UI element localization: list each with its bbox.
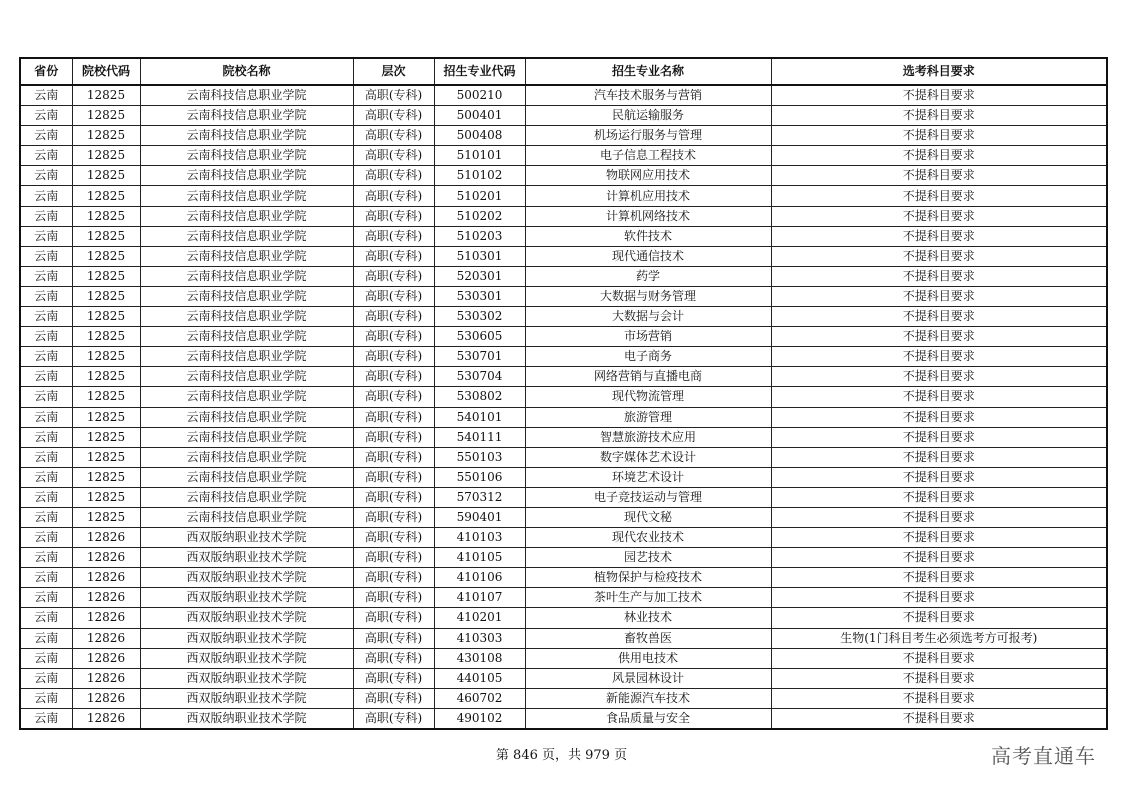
cell-school-name: 西双版纳职业技术学院 [140,648,353,668]
cell-school-name: 云南科技信息职业学院 [140,246,353,266]
cell-major-code: 410201 [434,608,525,628]
cell-school-code: 12826 [72,548,140,568]
cell-province: 云南 [20,327,72,347]
header-school-code: 院校代码 [72,58,140,85]
cell-school-name: 云南科技信息职业学院 [140,307,353,327]
cell-level: 高职(专科) [353,327,434,347]
cell-level: 高职(专科) [353,668,434,688]
cell-school-code: 12825 [72,126,140,146]
table-row [20,166,1107,186]
table-row [20,226,1107,246]
cell-major-code: 430108 [434,648,525,668]
cell-province: 云南 [20,106,72,126]
cell-level: 高职(专科) [353,528,434,548]
cell-major-name: 大数据与财务管理 [525,286,771,306]
cell-major-name: 网络营销与直播电商 [525,367,771,387]
cell-major-name: 汽车技术服务与营销 [525,85,771,106]
cell-school-name: 云南科技信息职业学院 [140,487,353,507]
cell-subject-requirement: 不提科目要求 [771,407,1107,427]
cell-major-code: 510202 [434,206,525,226]
cell-subject-requirement: 不提科目要求 [771,427,1107,447]
cell-province: 云南 [20,427,72,447]
cell-province: 云南 [20,648,72,668]
cell-subject-requirement: 不提科目要求 [771,367,1107,387]
header-subject-requirement: 选考科目要求 [771,58,1107,85]
cell-school-name: 云南科技信息职业学院 [140,447,353,467]
cell-level: 高职(专科) [353,85,434,106]
cell-major-name: 食品质量与安全 [525,708,771,729]
cell-school-code: 12825 [72,266,140,286]
table-row [20,246,1107,266]
table-row [20,307,1107,327]
table-row [20,126,1107,146]
cell-level: 高职(专科) [353,226,434,246]
cell-province: 云南 [20,166,72,186]
table-row [20,648,1107,668]
cell-major-code: 520301 [434,266,525,286]
cell-subject-requirement: 不提科目要求 [771,568,1107,588]
cell-major-code: 510301 [434,246,525,266]
cell-school-name: 云南科技信息职业学院 [140,367,353,387]
cell-school-code: 12826 [72,568,140,588]
cell-school-name: 云南科技信息职业学院 [140,146,353,166]
cell-level: 高职(专科) [353,467,434,487]
cell-major-code: 410106 [434,568,525,588]
table-row [20,427,1107,447]
table-row [20,608,1107,628]
cell-school-code: 12825 [72,507,140,527]
table-row [20,708,1107,729]
page-number: 第 846 页，共 979 页 [495,748,628,763]
table-row [20,186,1107,206]
cell-school-code: 12826 [72,688,140,708]
cell-major-name: 现代农业技术 [525,528,771,548]
cell-province: 云南 [20,266,72,286]
cell-level: 高职(专科) [353,688,434,708]
cell-school-code: 12825 [72,307,140,327]
cell-province: 云南 [20,246,72,266]
cell-school-code: 12825 [72,226,140,246]
cell-school-name: 西双版纳职业技术学院 [140,668,353,688]
cell-school-code: 12825 [72,367,140,387]
cell-school-name: 云南科技信息职业学院 [140,266,353,286]
cell-level: 高职(专科) [353,447,434,467]
cell-school-code: 12826 [72,588,140,608]
cell-school-code: 12825 [72,246,140,266]
cell-province: 云南 [20,528,72,548]
cell-major-code: 410107 [434,588,525,608]
cell-school-name: 云南科技信息职业学院 [140,286,353,306]
cell-major-code: 410105 [434,548,525,568]
cell-subject-requirement: 不提科目要求 [771,85,1107,106]
cell-school-code: 12825 [72,387,140,407]
cell-major-name: 供用电技术 [525,648,771,668]
table-row [20,528,1107,548]
cell-school-name: 云南科技信息职业学院 [140,106,353,126]
cell-province: 云南 [20,286,72,306]
cell-subject-requirement: 不提科目要求 [771,226,1107,246]
cell-subject-requirement: 不提科目要求 [771,126,1107,146]
cell-major-code: 570312 [434,487,525,507]
cell-subject-requirement: 不提科目要求 [771,206,1107,226]
cell-school-name: 云南科技信息职业学院 [140,327,353,347]
cell-school-name: 云南科技信息职业学院 [140,126,353,146]
cell-major-name: 现代文秘 [525,507,771,527]
cell-major-name: 林业技术 [525,608,771,628]
table-row [20,507,1107,527]
header-major-code: 招生专业代码 [434,58,525,85]
cell-major-code: 410303 [434,628,525,648]
cell-major-name: 电子竞技运动与管理 [525,487,771,507]
cell-school-name: 西双版纳职业技术学院 [140,568,353,588]
cell-school-name: 云南科技信息职业学院 [140,186,353,206]
table-row [20,206,1107,226]
cell-major-code: 440105 [434,668,525,688]
table-row [20,688,1107,708]
cell-level: 高职(专科) [353,487,434,507]
cell-school-name: 西双版纳职业技术学院 [140,688,353,708]
cell-major-code: 550103 [434,447,525,467]
cell-major-code: 510101 [434,146,525,166]
cell-level: 高职(专科) [353,146,434,166]
cell-school-name: 西双版纳职业技术学院 [140,628,353,648]
cell-subject-requirement: 不提科目要求 [771,307,1107,327]
cell-school-name: 云南科技信息职业学院 [140,166,353,186]
cell-province: 云南 [20,588,72,608]
table-row [20,568,1107,588]
cell-school-code: 12825 [72,487,140,507]
table-row [20,668,1107,688]
cell-province: 云南 [20,688,72,708]
cell-major-name: 畜牧兽医 [525,628,771,648]
cell-province: 云南 [20,548,72,568]
cell-school-code: 12825 [72,206,140,226]
cell-level: 高职(专科) [353,286,434,306]
cell-major-code: 510102 [434,166,525,186]
cell-province: 云南 [20,347,72,367]
cell-subject-requirement: 不提科目要求 [771,668,1107,688]
cell-level: 高职(专科) [353,347,434,367]
cell-province: 云南 [20,507,72,527]
cell-school-name: 云南科技信息职业学院 [140,226,353,246]
cell-major-name: 茶叶生产与加工技术 [525,588,771,608]
cell-level: 高职(专科) [353,387,434,407]
cell-major-code: 500210 [434,85,525,106]
header-major-name: 招生专业名称 [525,58,771,85]
cell-school-code: 12826 [72,608,140,628]
cell-school-name: 西双版纳职业技术学院 [140,608,353,628]
cell-school-name: 云南科技信息职业学院 [140,387,353,407]
cell-province: 云南 [20,668,72,688]
cell-level: 高职(专科) [353,628,434,648]
cell-major-code: 500401 [434,106,525,126]
table-row [20,286,1107,306]
cell-major-name: 市场营销 [525,327,771,347]
cell-school-name: 云南科技信息职业学院 [140,347,353,367]
cell-province: 云南 [20,387,72,407]
cell-province: 云南 [20,206,72,226]
cell-school-code: 12825 [72,447,140,467]
table-row [20,367,1107,387]
cell-school-code: 12825 [72,467,140,487]
table-row [20,588,1107,608]
cell-level: 高职(专科) [353,206,434,226]
table-row [20,467,1107,487]
cell-school-code: 12826 [72,628,140,648]
cell-province: 云南 [20,146,72,166]
cell-major-code: 510203 [434,226,525,246]
cell-major-name: 机场运行服务与管理 [525,126,771,146]
cell-subject-requirement: 不提科目要求 [771,648,1107,668]
cell-major-name: 大数据与会计 [525,307,771,327]
table-row [20,327,1107,347]
cell-major-code: 540111 [434,427,525,447]
cell-major-name: 物联网应用技术 [525,166,771,186]
cell-province: 云南 [20,186,72,206]
cell-subject-requirement: 不提科目要求 [771,548,1107,568]
cell-major-code: 500408 [434,126,525,146]
admission-table [19,57,1108,730]
cell-major-name: 新能源汽车技术 [525,688,771,708]
cell-subject-requirement: 不提科目要求 [771,387,1107,407]
cell-school-code: 12826 [72,528,140,548]
cell-major-code: 510201 [434,186,525,206]
cell-province: 云南 [20,487,72,507]
cell-province: 云南 [20,307,72,327]
table-row [20,347,1107,367]
header-school-name: 院校名称 [140,58,353,85]
cell-level: 高职(专科) [353,548,434,568]
cell-major-code: 490102 [434,708,525,729]
cell-level: 高职(专科) [353,427,434,447]
watermark-logo: 高考直通车 [991,744,1096,768]
cell-level: 高职(专科) [353,367,434,387]
cell-school-name: 西双版纳职业技术学院 [140,588,353,608]
cell-subject-requirement: 不提科目要求 [771,708,1107,729]
cell-school-name: 西双版纳职业技术学院 [140,548,353,568]
cell-level: 高职(专科) [353,648,434,668]
cell-province: 云南 [20,447,72,467]
cell-subject-requirement: 不提科目要求 [771,528,1107,548]
cell-major-name: 园艺技术 [525,548,771,568]
cell-major-code: 530802 [434,387,525,407]
cell-school-name: 云南科技信息职业学院 [140,407,353,427]
cell-school-name: 云南科技信息职业学院 [140,85,353,106]
table-row [20,85,1107,106]
cell-subject-requirement: 生物(1门科目考生必须选考方可报考) [771,628,1107,648]
cell-province: 云南 [20,85,72,106]
cell-subject-requirement: 不提科目要求 [771,266,1107,286]
cell-major-name: 软件技术 [525,226,771,246]
cell-major-code: 550106 [434,467,525,487]
header-row [20,58,1107,85]
table-row [20,266,1107,286]
cell-major-code: 590401 [434,507,525,527]
cell-school-code: 12826 [72,708,140,729]
cell-major-name: 电子商务 [525,347,771,367]
cell-subject-requirement: 不提科目要求 [771,487,1107,507]
cell-major-name: 计算机应用技术 [525,186,771,206]
table-row [20,548,1107,568]
cell-major-name: 现代物流管理 [525,387,771,407]
cell-subject-requirement: 不提科目要求 [771,688,1107,708]
cell-school-name: 西双版纳职业技术学院 [140,708,353,729]
cell-level: 高职(专科) [353,246,434,266]
cell-school-code: 12825 [72,166,140,186]
cell-major-name: 药学 [525,266,771,286]
cell-subject-requirement: 不提科目要求 [771,106,1107,126]
cell-major-name: 智慧旅游技术应用 [525,427,771,447]
cell-major-name: 环境艺术设计 [525,467,771,487]
cell-level: 高职(专科) [353,507,434,527]
cell-level: 高职(专科) [353,708,434,729]
cell-school-code: 12825 [72,327,140,347]
cell-province: 云南 [20,608,72,628]
cell-subject-requirement: 不提科目要求 [771,186,1107,206]
cell-school-code: 12825 [72,347,140,367]
header-level: 层次 [353,58,434,85]
cell-major-name: 数字媒体艺术设计 [525,447,771,467]
cell-major-name: 现代通信技术 [525,246,771,266]
cell-level: 高职(专科) [353,126,434,146]
cell-level: 高职(专科) [353,186,434,206]
cell-major-name: 计算机网络技术 [525,206,771,226]
cell-province: 云南 [20,467,72,487]
cell-major-name: 民航运输服务 [525,106,771,126]
table-row [20,407,1107,427]
cell-level: 高职(专科) [353,608,434,628]
cell-province: 云南 [20,367,72,387]
table-row [20,106,1107,126]
cell-level: 高职(专科) [353,568,434,588]
cell-major-code: 530301 [434,286,525,306]
cell-subject-requirement: 不提科目要求 [771,507,1107,527]
cell-major-name: 电子信息工程技术 [525,146,771,166]
cell-major-name: 植物保护与检疫技术 [525,568,771,588]
table-row [20,447,1107,467]
cell-school-code: 12826 [72,648,140,668]
table-row [20,628,1107,648]
cell-school-code: 12825 [72,407,140,427]
cell-school-name: 云南科技信息职业学院 [140,427,353,447]
cell-subject-requirement: 不提科目要求 [771,286,1107,306]
cell-major-name: 旅游管理 [525,407,771,427]
cell-subject-requirement: 不提科目要求 [771,146,1107,166]
cell-subject-requirement: 不提科目要求 [771,327,1107,347]
cell-school-code: 12825 [72,146,140,166]
cell-major-code: 460702 [434,688,525,708]
cell-subject-requirement: 不提科目要求 [771,347,1107,367]
cell-subject-requirement: 不提科目要求 [771,447,1107,467]
cell-major-code: 410103 [434,528,525,548]
cell-school-code: 12825 [72,427,140,447]
table-row [20,146,1107,166]
cell-school-name: 云南科技信息职业学院 [140,507,353,527]
cell-level: 高职(专科) [353,266,434,286]
cell-school-code: 12825 [72,85,140,106]
cell-school-name: 云南科技信息职业学院 [140,206,353,226]
table-row [20,487,1107,507]
cell-subject-requirement: 不提科目要求 [771,608,1107,628]
table-header [20,58,1107,85]
cell-level: 高职(专科) [353,407,434,427]
cell-province: 云南 [20,708,72,729]
header-province: 省份 [20,58,72,85]
cell-major-code: 530701 [434,347,525,367]
cell-level: 高职(专科) [353,588,434,608]
cell-school-code: 12825 [72,106,140,126]
cell-subject-requirement: 不提科目要求 [771,166,1107,186]
cell-school-code: 12825 [72,186,140,206]
cell-level: 高职(专科) [353,166,434,186]
cell-major-code: 530605 [434,327,525,347]
cell-major-name: 风景园林设计 [525,668,771,688]
cell-level: 高职(专科) [353,307,434,327]
cell-major-code: 540101 [434,407,525,427]
cell-province: 云南 [20,126,72,146]
cell-subject-requirement: 不提科目要求 [771,246,1107,266]
cell-subject-requirement: 不提科目要求 [771,588,1107,608]
table-body [20,85,1107,729]
cell-major-code: 530302 [434,307,525,327]
cell-province: 云南 [20,568,72,588]
cell-major-code: 530704 [434,367,525,387]
cell-subject-requirement: 不提科目要求 [771,467,1107,487]
cell-province: 云南 [20,226,72,246]
cell-province: 云南 [20,407,72,427]
cell-school-name: 西双版纳职业技术学院 [140,528,353,548]
cell-level: 高职(专科) [353,106,434,126]
cell-province: 云南 [20,628,72,648]
table-row [20,387,1107,407]
cell-school-code: 12826 [72,668,140,688]
cell-school-name: 云南科技信息职业学院 [140,467,353,487]
cell-school-code: 12825 [72,286,140,306]
